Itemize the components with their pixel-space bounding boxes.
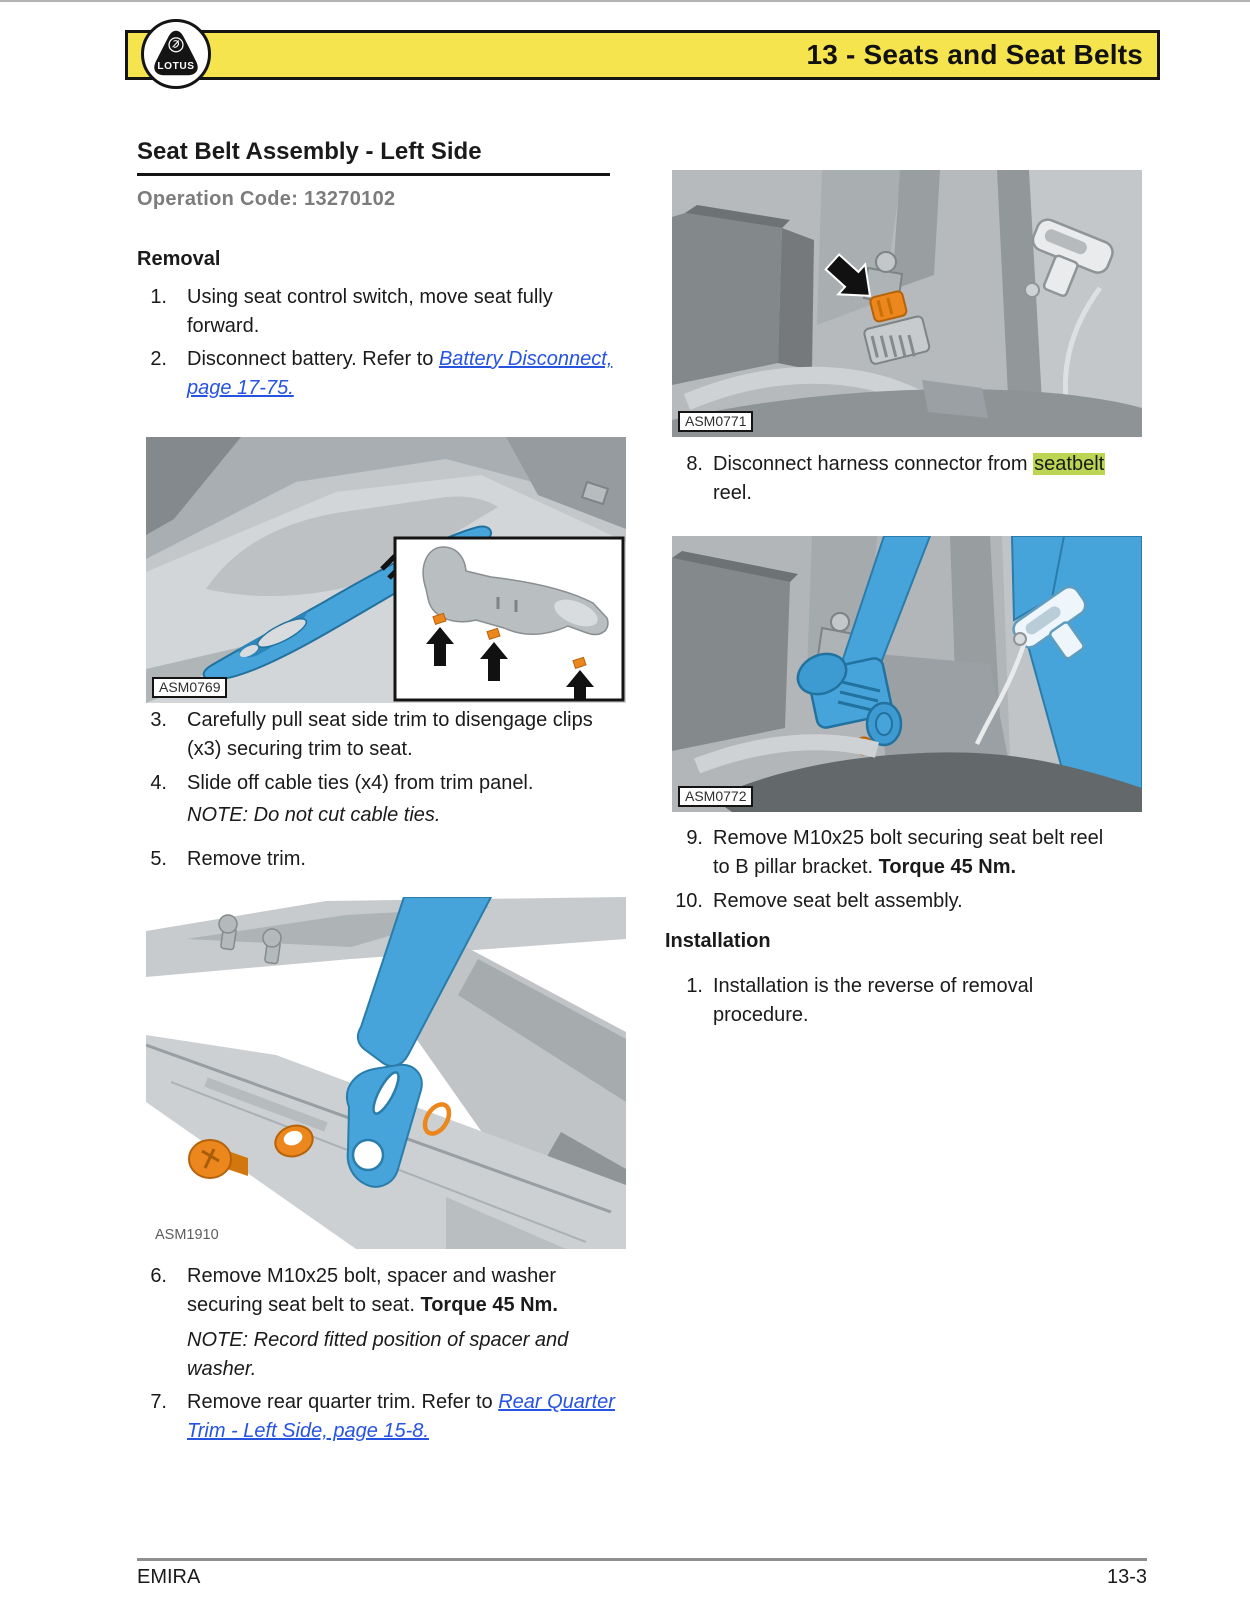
torque-spec: Torque 45 Nm.	[420, 1294, 558, 1316]
step-text	[187, 345, 617, 403]
seat-side-trim-illustration	[146, 437, 626, 703]
chapter-title: 13 - Seats and Seat Belts	[806, 39, 1143, 70]
figure-label: ASM0769	[152, 677, 227, 698]
step-text: Installation is the reverse of removal procedure.	[713, 975, 1034, 1026]
step-text-plain: reel.	[713, 482, 752, 504]
step-text-plain: Remove rear quarter trim. Refer to	[187, 1391, 499, 1413]
figure-label: ASM0771	[678, 411, 753, 432]
step-text-plain: Remove M10x25 bolt, spacer and washer securing seat belt to seat.	[187, 1265, 557, 1316]
figure-asm0769	[146, 437, 626, 703]
page-top-rule	[0, 0, 1250, 2]
step-number: 1.	[150, 286, 167, 308]
lotus-logo-text: LOTUS	[157, 60, 195, 72]
lotus-logo	[141, 19, 211, 89]
step-number: 4.	[150, 772, 167, 794]
step-text-plain: Disconnect battery. Refer to	[187, 348, 439, 370]
removal-step-3	[137, 706, 617, 764]
step-4-note: NOTE: Do not cut cable ties.	[187, 804, 441, 826]
figure-asm0771	[672, 170, 1142, 437]
step-number: 2.	[150, 348, 167, 370]
lotus-roundel-icon	[147, 25, 205, 83]
step-text: Remove seat belt assembly.	[713, 890, 963, 912]
step-6-note: NOTE: Record fitted position of spacer and washer.	[187, 1329, 569, 1380]
step-number: 1.	[686, 975, 703, 997]
figure-asm1910	[146, 897, 626, 1249]
step-text: Slide off cable ties (x4) from trim panel.	[187, 772, 534, 794]
step-number: 9.	[686, 827, 703, 849]
step-text	[713, 824, 1108, 882]
footer-rule	[137, 1558, 1147, 1561]
installation-heading: Installation	[665, 930, 771, 952]
rear-quarter-trim-link[interactable]: Rear Quarter Trim - Left Side, page 15-8.	[187, 1391, 615, 1442]
footer-page-number: 13-3	[1106, 1566, 1147, 1588]
step-number: 6.	[150, 1265, 167, 1287]
step-text	[187, 1262, 617, 1320]
step-text-plain: Remove M10x25 bolt securing seat belt reel to B pillar bracket.	[713, 827, 1104, 878]
removal-step-8	[665, 450, 1108, 508]
search-highlight: seatbelt	[1034, 453, 1105, 475]
step-number: 7.	[150, 1391, 167, 1413]
chapter-banner	[125, 30, 1160, 80]
removal-step-9	[665, 824, 1108, 882]
step-number: 8.	[686, 453, 703, 475]
harness-connector-illustration	[672, 170, 1142, 437]
step-number: 10.	[675, 890, 703, 912]
operation-code: Operation Code: 13270102	[137, 188, 396, 210]
step-text: Remove trim.	[187, 848, 306, 870]
page-title: Seat Belt Assembly - Left Side	[137, 138, 482, 165]
torque-spec: Torque 45 Nm.	[878, 856, 1017, 878]
battery-disconnect-link[interactable]: Battery Disconnect, page 17-75.	[187, 348, 613, 399]
removal-step-10	[665, 887, 1108, 916]
removal-heading: Removal	[137, 248, 221, 270]
step-text	[713, 450, 1108, 508]
installation-step-1	[665, 972, 1108, 1030]
removal-step-5	[137, 845, 617, 874]
footer-model: EMIRA	[137, 1566, 201, 1588]
step-number: 3.	[150, 709, 167, 731]
trim-clips-inset	[395, 538, 623, 700]
seat-belt-anchor-illustration	[146, 897, 626, 1249]
step-number: 5.	[150, 848, 167, 870]
step-text-plain: Disconnect harness connector from	[713, 453, 1034, 475]
seat-belt-reel-illustration	[672, 536, 1142, 812]
figure-label: ASM1910	[155, 1227, 219, 1243]
title-underline	[137, 173, 610, 176]
removal-step-7	[137, 1388, 617, 1446]
removal-step-1	[137, 283, 617, 341]
step-text: Carefully pull seat side trim to disengage clips (x3) securing trim to seat.	[187, 709, 593, 760]
step-text: Using seat control switch, move seat fully forward.	[187, 286, 553, 337]
removal-step-6	[137, 1262, 617, 1320]
removal-step-4	[137, 769, 617, 798]
removal-step-2	[137, 345, 617, 403]
figure-asm0772	[672, 536, 1142, 812]
figure-label: ASM0772	[678, 786, 753, 807]
step-text	[187, 1388, 617, 1446]
